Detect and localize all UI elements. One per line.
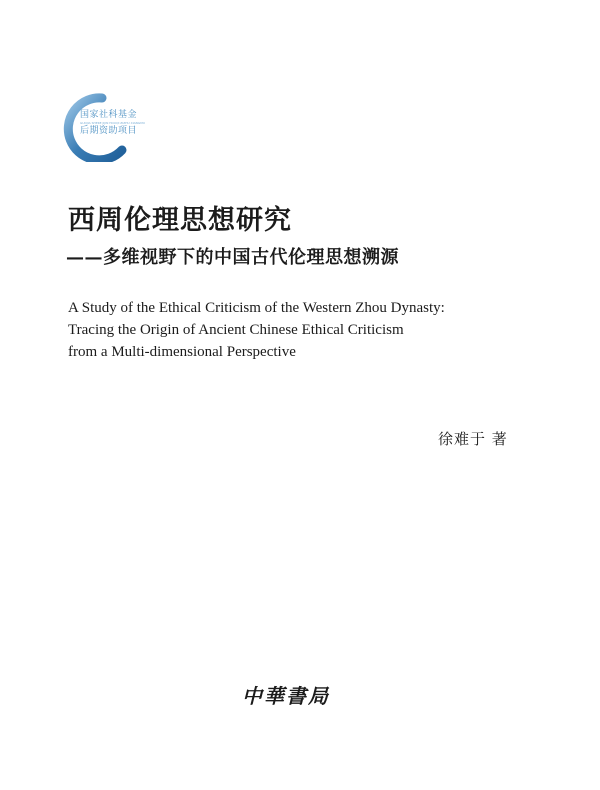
emblem-line-1: 国家社科基金 bbox=[80, 110, 138, 120]
fund-emblem bbox=[52, 92, 172, 162]
english-title bbox=[68, 297, 548, 363]
english-title-line-2: Tracing the Origin of Ancient Chinese Ethical Criticism bbox=[68, 322, 404, 338]
publisher-logo: 中華書局 bbox=[242, 684, 330, 708]
emblem-line-3: 后期资助项目 bbox=[80, 126, 138, 136]
chinese-title: 西周伦理思想研究 bbox=[68, 205, 292, 236]
emblem-text bbox=[80, 110, 170, 137]
english-title-line-1: A Study of the Ethical Criticism of the Western Zhou Dynasty: bbox=[68, 300, 445, 316]
chinese-subtitle: ——多维视野下的中国古代伦理思想溯源 bbox=[66, 247, 399, 268]
emblem-line-2: GUOJIA SHEKE JIJIN HOUQI ZIZHU XIANGMU bbox=[80, 121, 146, 125]
english-title-line-3: from a Multi-dimensional Perspective bbox=[68, 344, 296, 360]
author: 徐难于 著 bbox=[438, 430, 508, 448]
